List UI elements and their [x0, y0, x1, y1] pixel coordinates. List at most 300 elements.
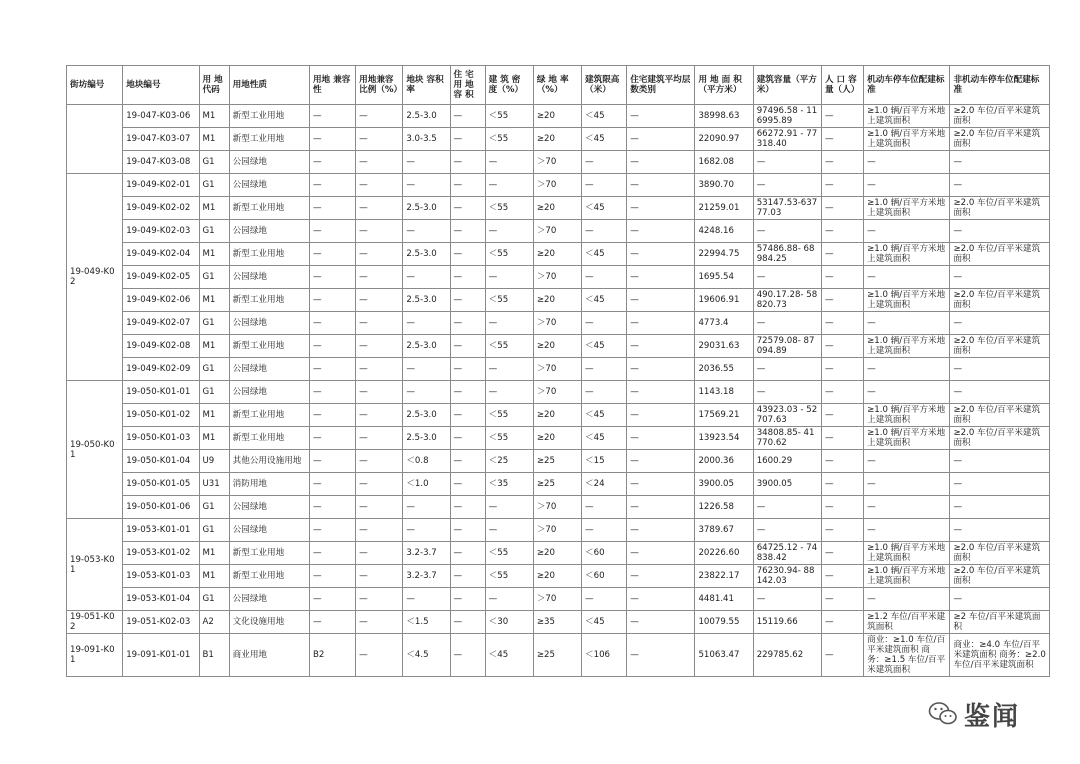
table-cell: — [950, 473, 1050, 496]
table-cell: ≥2.0 车位/百平米建筑面积 [950, 289, 1050, 312]
table-cell: 3.0-3.5 [403, 128, 450, 151]
table-cell: ≥1.0 辆/百平方米地上建筑面积 [864, 335, 950, 358]
table-row [67, 197, 1050, 220]
table-cell: — [309, 588, 355, 611]
table-cell: 66272.91 - 77318.40 [753, 128, 821, 151]
table-cell: — [450, 588, 485, 611]
table-cell: ≥2.0 车位/百平米建筑面积 [950, 128, 1050, 151]
table-row [67, 634, 1050, 677]
table-cell: — [309, 358, 355, 381]
table-cell: ＞70 [533, 496, 581, 519]
table-cell: 公园绿地 [229, 312, 309, 335]
table-cell: 2.5-3.0 [403, 335, 450, 358]
table-cell: — [627, 358, 695, 381]
table-cell: — [821, 266, 863, 289]
table-cell: M1 [199, 243, 229, 266]
table-cell: G1 [199, 588, 229, 611]
table-cell: — [821, 404, 863, 427]
table-cell: — [627, 266, 695, 289]
table-cell: 13923.54 [695, 427, 753, 450]
block-id-cell [67, 105, 123, 174]
table-cell: — [450, 381, 485, 404]
table-cell: — [309, 335, 355, 358]
table-cell: — [582, 174, 627, 197]
table-cell: — [356, 381, 403, 404]
table-cell: — [864, 174, 950, 197]
table-row [67, 151, 1050, 174]
table-cell: ≥25 [533, 473, 581, 496]
table-cell: ＜1.0 [403, 473, 450, 496]
table-cell: 229785.62 [753, 634, 821, 677]
column-header: 用地兼容 比例（%） [356, 66, 403, 105]
table-row [67, 565, 1050, 588]
table-cell: — [821, 427, 863, 450]
table-cell: ≥2.0 车位/百平米建筑面积 [950, 542, 1050, 565]
table-cell: — [309, 197, 355, 220]
table-cell: — [450, 496, 485, 519]
table-cell: M1 [199, 542, 229, 565]
table-cell: — [753, 266, 821, 289]
table-cell: ≥1.0 辆/百平方米地上建筑面积 [864, 542, 950, 565]
table-cell: — [627, 197, 695, 220]
table-cell: 19-050-K01-06 [123, 496, 199, 519]
table-cell: — [753, 151, 821, 174]
table-cell: 公园绿地 [229, 588, 309, 611]
block-id-cell: 19-050-K01 [67, 381, 123, 519]
table-cell: ＜55 [485, 542, 533, 565]
table-row [67, 220, 1050, 243]
table-cell: 3.2-3.7 [403, 565, 450, 588]
table-cell: — [627, 289, 695, 312]
table-cell: ＜15 [582, 450, 627, 473]
table-cell: M1 [199, 128, 229, 151]
table-row [67, 542, 1050, 565]
table-cell: G1 [199, 381, 229, 404]
table-cell: — [309, 381, 355, 404]
table-cell: — [356, 496, 403, 519]
table-cell: ＜45 [582, 197, 627, 220]
table-cell: — [627, 151, 695, 174]
table-cell: ≥1.0 辆/百平方米地上建筑面积 [864, 565, 950, 588]
table-cell: 其他公用设施用地 [229, 450, 309, 473]
table-cell: — [950, 220, 1050, 243]
table-cell: — [356, 519, 403, 542]
table-cell: ＞70 [533, 312, 581, 335]
table-cell: B2 [309, 634, 355, 677]
table-row [67, 588, 1050, 611]
table-cell: — [950, 496, 1050, 519]
table-cell: ≥20 [533, 542, 581, 565]
table-row [67, 611, 1050, 634]
table-cell: 新型工业用地 [229, 289, 309, 312]
table-cell: 3789.67 [695, 519, 753, 542]
table-cell: — [582, 151, 627, 174]
table-cell: 2.5-3.0 [403, 289, 450, 312]
column-header: 地块编号 [123, 66, 199, 105]
table-cell: 公园绿地 [229, 151, 309, 174]
table-cell: — [403, 266, 450, 289]
table-cell: 2.5-3.0 [403, 243, 450, 266]
table-cell: ＜55 [485, 427, 533, 450]
table-cell: — [864, 151, 950, 174]
table-cell: — [821, 335, 863, 358]
table-cell: 20226.60 [695, 542, 753, 565]
table-row [67, 496, 1050, 519]
table-cell: — [950, 266, 1050, 289]
table-cell: 19-049-K02-08 [123, 335, 199, 358]
table-cell: M1 [199, 565, 229, 588]
table-cell: 19-049-K02-07 [123, 312, 199, 335]
watermark [928, 699, 1021, 732]
table-cell: — [485, 151, 533, 174]
table-cell: 19-050-K01-04 [123, 450, 199, 473]
table-cell: G1 [199, 220, 229, 243]
table-cell: — [821, 220, 863, 243]
table-cell: — [627, 450, 695, 473]
table-cell: 4481.41 [695, 588, 753, 611]
table-cell: — [403, 358, 450, 381]
table-cell: — [582, 220, 627, 243]
table-cell: — [627, 588, 695, 611]
table-cell: 53147.53-63777.03 [753, 197, 821, 220]
table-cell: 1226.58 [695, 496, 753, 519]
table-cell: — [450, 312, 485, 335]
table-cell: 3890.70 [695, 174, 753, 197]
table-cell: ≥20 [533, 289, 581, 312]
table-cell: 公园绿地 [229, 174, 309, 197]
table-cell: 19-053-K01-02 [123, 542, 199, 565]
table-cell: — [627, 565, 695, 588]
table-cell: — [582, 312, 627, 335]
table-cell: — [450, 174, 485, 197]
table-cell: — [356, 105, 403, 128]
table-cell: — [356, 335, 403, 358]
table-cell: — [356, 289, 403, 312]
column-header: 建 筑 密 度（%） [485, 66, 533, 105]
table-cell: ＜24 [582, 473, 627, 496]
table-cell: 1600.29 [753, 450, 821, 473]
table-cell: 公园绿地 [229, 519, 309, 542]
table-cell: 新型工业用地 [229, 243, 309, 266]
table-cell: — [821, 128, 863, 151]
zoning-table [66, 65, 1050, 677]
table-row [67, 381, 1050, 404]
table-cell: — [821, 611, 863, 634]
table-cell: G1 [199, 174, 229, 197]
table-cell: 17569.21 [695, 404, 753, 427]
table-cell: 76230.94- 88142.03 [753, 565, 821, 588]
table-cell: — [821, 197, 863, 220]
table-cell: 1682.08 [695, 151, 753, 174]
table-cell: — [450, 542, 485, 565]
table-cell: 19-049-K02-03 [123, 220, 199, 243]
table-cell: ＜106 [582, 634, 627, 677]
table-cell: 19-049-K02-05 [123, 266, 199, 289]
table-cell: — [582, 588, 627, 611]
table-cell: 2000.36 [695, 450, 753, 473]
table-cell: 57486.88- 68984.25 [753, 243, 821, 266]
table-cell: — [485, 519, 533, 542]
table-cell: — [864, 266, 950, 289]
table-cell: — [821, 289, 863, 312]
table-cell: — [627, 220, 695, 243]
table-cell: — [485, 381, 533, 404]
column-header: 地块 容积率 [403, 66, 450, 105]
table-cell: G1 [199, 312, 229, 335]
table-cell: ≥2.0 车位/百平米建筑面积 [950, 427, 1050, 450]
table-cell: — [864, 450, 950, 473]
table-cell: 19-091-K01-01 [123, 634, 199, 677]
table-cell: — [753, 220, 821, 243]
table-cell: — [450, 266, 485, 289]
table-cell: 10079.55 [695, 611, 753, 634]
table-cell: M1 [199, 404, 229, 427]
table-cell: — [864, 220, 950, 243]
table-cell: G1 [199, 519, 229, 542]
table-cell: 新型工业用地 [229, 565, 309, 588]
table-cell: ＞70 [533, 358, 581, 381]
table-row [67, 289, 1050, 312]
column-header: 用地 兼容性 [309, 66, 355, 105]
table-cell: — [356, 243, 403, 266]
table-cell: 公园绿地 [229, 381, 309, 404]
table-cell: 新型工业用地 [229, 427, 309, 450]
table-cell: ＜35 [485, 473, 533, 496]
table-cell: — [356, 450, 403, 473]
table-cell: ≥1.0 辆/百平方米地上建筑面积 [864, 243, 950, 266]
table-cell: — [864, 588, 950, 611]
table-cell: — [356, 151, 403, 174]
table-cell: — [821, 243, 863, 266]
table-cell: ≥20 [533, 243, 581, 266]
column-header: 住 宅 用 地 容 积 [450, 66, 485, 105]
table-cell: — [821, 174, 863, 197]
table-cell: 文化设施用地 [229, 611, 309, 634]
table-cell: 38998.63 [695, 105, 753, 128]
table-cell: — [582, 519, 627, 542]
column-header: 绿 地 率（%） [533, 66, 581, 105]
table-cell: ＜45 [582, 404, 627, 427]
table-cell: — [309, 266, 355, 289]
table-header-row [67, 66, 1050, 105]
table-cell: ≥25 [533, 450, 581, 473]
table-cell: ≥20 [533, 105, 581, 128]
table-cell: — [403, 312, 450, 335]
table-cell: 公园绿地 [229, 266, 309, 289]
table-cell: ＞70 [533, 151, 581, 174]
table-cell: ＜55 [485, 128, 533, 151]
table-cell: — [950, 450, 1050, 473]
table-cell: M1 [199, 105, 229, 128]
table-cell: — [864, 358, 950, 381]
table-cell: 64725.12 - 74838.42 [753, 542, 821, 565]
table-row [67, 312, 1050, 335]
table-cell: — [309, 243, 355, 266]
table-cell: 43923.03 - 52707.63 [753, 404, 821, 427]
table-cell: — [403, 151, 450, 174]
table-cell: — [309, 473, 355, 496]
table-cell: — [356, 611, 403, 634]
table-cell: — [485, 496, 533, 519]
table-cell: — [450, 565, 485, 588]
table-cell: ≥1.2 车位/百平米建筑面积 [864, 611, 950, 634]
table-cell: ＜60 [582, 542, 627, 565]
table-cell: — [821, 542, 863, 565]
table-cell: B1 [199, 634, 229, 677]
table-cell: ≥20 [533, 565, 581, 588]
table-cell: ＜30 [485, 611, 533, 634]
table-cell: ≥2.0 车位/百平米建筑面积 [950, 197, 1050, 220]
block-id-cell: 19-091-K01 [67, 634, 123, 677]
table-cell: ＞70 [533, 220, 581, 243]
table-cell: 2.5-3.0 [403, 197, 450, 220]
table-cell: — [753, 312, 821, 335]
table-cell: ＜45 [582, 335, 627, 358]
table-row [67, 358, 1050, 381]
table-cell: 2.5-3.0 [403, 427, 450, 450]
table-cell: — [627, 404, 695, 427]
table-cell: — [450, 128, 485, 151]
table-cell: G1 [199, 496, 229, 519]
table-cell: ＜55 [485, 404, 533, 427]
table-cell: 新型工业用地 [229, 128, 309, 151]
table-row [67, 266, 1050, 289]
table-cell: 51063.47 [695, 634, 753, 677]
table-cell: ＜55 [485, 105, 533, 128]
table-row [67, 519, 1050, 542]
table-cell: 19-053-K01-01 [123, 519, 199, 542]
table-cell: M1 [199, 197, 229, 220]
table-cell: ＞70 [533, 519, 581, 542]
table-cell: ＜25 [485, 450, 533, 473]
table-cell: 新型工业用地 [229, 197, 309, 220]
table-cell: ＜4.5 [403, 634, 450, 677]
table-cell: — [627, 128, 695, 151]
table-cell: 公园绿地 [229, 220, 309, 243]
table-cell: G1 [199, 358, 229, 381]
table-cell: — [821, 312, 863, 335]
table-cell: G1 [199, 266, 229, 289]
column-header: 用地性质 [229, 66, 309, 105]
table-cell: — [582, 266, 627, 289]
table-cell: — [753, 519, 821, 542]
table-cell: ≥1.0 辆/百平方米地上建筑面积 [864, 128, 950, 151]
table-cell: ≥1.0 辆/百平方米地上建筑面积 [864, 289, 950, 312]
table-cell: ≥20 [533, 128, 581, 151]
table-cell: — [309, 128, 355, 151]
table-cell: ≥1.0 辆/百平方米地上建筑面积 [864, 427, 950, 450]
table-cell: — [864, 519, 950, 542]
table-cell: — [309, 174, 355, 197]
table-cell: M1 [199, 427, 229, 450]
table-cell: — [753, 496, 821, 519]
table-cell: — [753, 174, 821, 197]
table-cell: M1 [199, 289, 229, 312]
table-cell: 19-047-K03-06 [123, 105, 199, 128]
table-cell: 消防用地 [229, 473, 309, 496]
table-cell: — [627, 473, 695, 496]
table-cell: — [950, 312, 1050, 335]
table-row [67, 105, 1050, 128]
table-cell: — [821, 565, 863, 588]
table-cell: — [309, 427, 355, 450]
table-cell: ＞70 [533, 588, 581, 611]
table-cell: — [864, 381, 950, 404]
table-cell: 3900.05 [695, 473, 753, 496]
table-cell: — [309, 220, 355, 243]
table-cell: 1695.54 [695, 266, 753, 289]
table-cell: ≥1.0 辆/百平方米地上建筑面积 [864, 404, 950, 427]
table-cell: — [450, 105, 485, 128]
table-cell: 29031.63 [695, 335, 753, 358]
table-cell: — [403, 174, 450, 197]
table-cell: 19-049-K02-02 [123, 197, 199, 220]
table-cell: 23822.17 [695, 565, 753, 588]
table-cell: — [356, 634, 403, 677]
table-cell: — [485, 358, 533, 381]
table-cell: — [485, 174, 533, 197]
table-cell: — [356, 542, 403, 565]
table-cell: — [309, 289, 355, 312]
table-cell: ≥25 [533, 634, 581, 677]
table-cell: 商业：≥4.0 车位/百平米建筑面积 商务：≥2.0 车位/百平米建筑面积 [950, 634, 1050, 677]
table-cell: — [821, 151, 863, 174]
column-header: 非机动车停车位配建标准 [950, 66, 1050, 105]
table-cell: — [821, 381, 863, 404]
table-cell: — [950, 151, 1050, 174]
table-cell: 商业用地 [229, 634, 309, 677]
table-cell: 4773.4 [695, 312, 753, 335]
table-cell: ＜1.5 [403, 611, 450, 634]
table-cell: ≥20 [533, 427, 581, 450]
table-cell: 2.5-3.0 [403, 105, 450, 128]
table-cell: — [485, 220, 533, 243]
table-cell: 19-049-K02-04 [123, 243, 199, 266]
table-cell: ≥2.0 车位/百平米建筑面积 [950, 243, 1050, 266]
table-cell: — [356, 220, 403, 243]
table-cell: 新型工业用地 [229, 105, 309, 128]
table-cell: — [864, 473, 950, 496]
table-cell: — [450, 473, 485, 496]
table-cell: — [450, 611, 485, 634]
table-cell: — [753, 381, 821, 404]
table-cell: — [403, 588, 450, 611]
table-cell: — [582, 496, 627, 519]
table-cell: — [309, 519, 355, 542]
column-header: 用 地 代码 [199, 66, 229, 105]
table-cell: 新型工业用地 [229, 335, 309, 358]
column-header: 机动车停车位配建标准 [864, 66, 950, 105]
table-cell: 490.17.28- 58820.73 [753, 289, 821, 312]
table-cell: ≥2.0 车位/百平米建筑面积 [950, 404, 1050, 427]
table-cell: 3900.05 [753, 473, 821, 496]
table-cell: — [821, 588, 863, 611]
table-cell: — [450, 197, 485, 220]
table-cell: 19-053-K01-03 [123, 565, 199, 588]
table-cell: — [627, 243, 695, 266]
table-cell: — [356, 128, 403, 151]
table-row [67, 174, 1050, 197]
table-cell: 19-049-K02-09 [123, 358, 199, 381]
table-cell: — [356, 174, 403, 197]
table-cell: 新型工业用地 [229, 542, 309, 565]
table-cell: — [450, 220, 485, 243]
table-cell: — [582, 358, 627, 381]
table-cell: ≥2.0 车位/百平米建筑面积 [950, 565, 1050, 588]
table-row [67, 427, 1050, 450]
table-cell: — [450, 519, 485, 542]
table-cell: — [309, 565, 355, 588]
